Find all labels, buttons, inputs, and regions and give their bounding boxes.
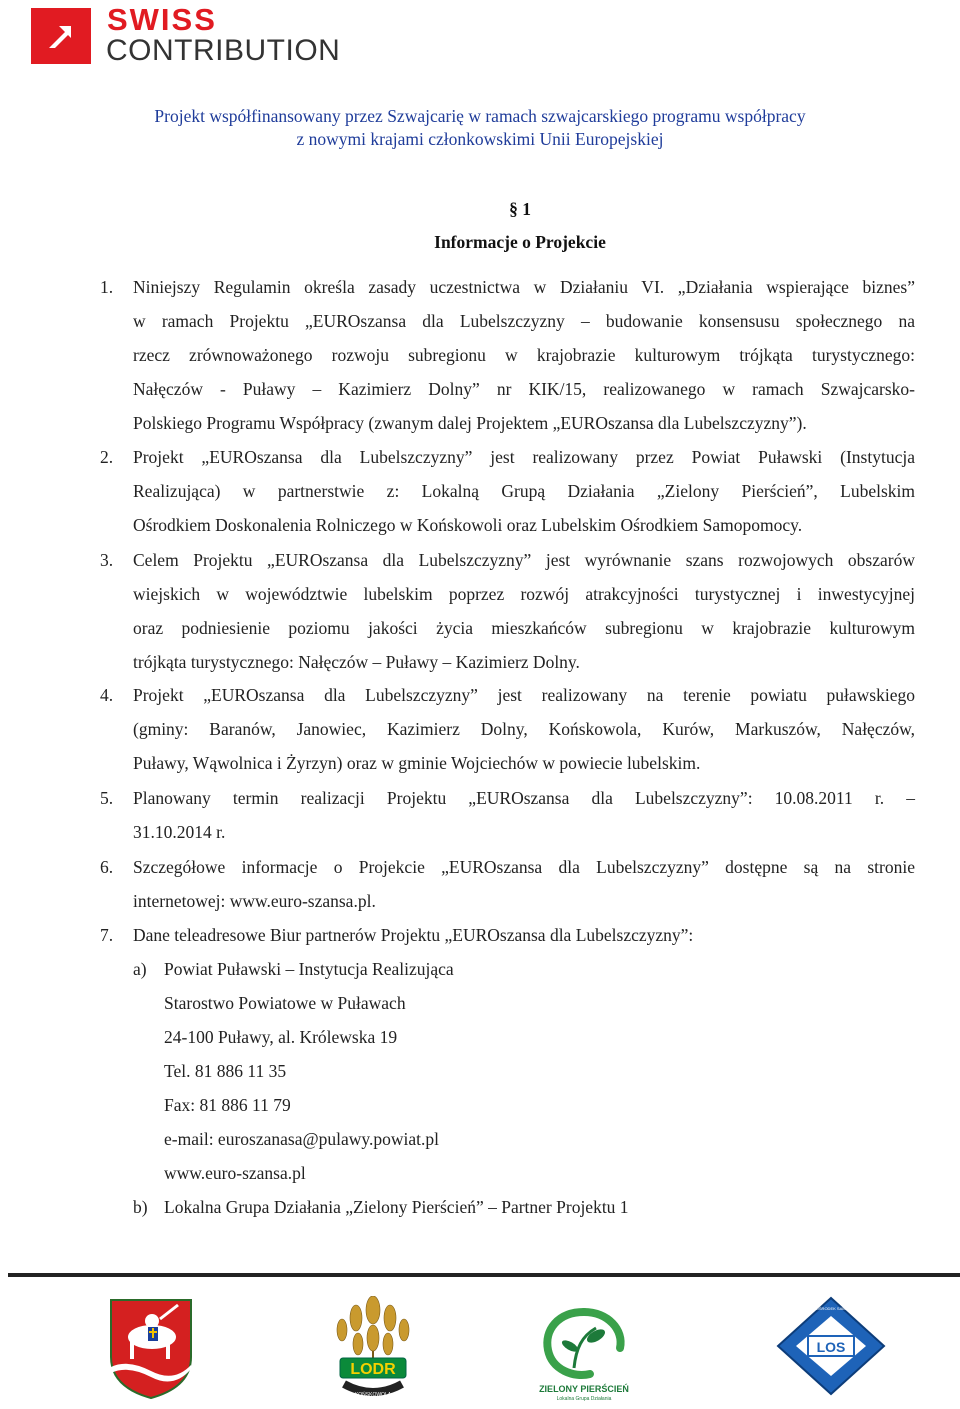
item-number: 3. xyxy=(100,550,114,570)
partner-b-title: Lokalna Grupa Działania „Zielony Pierścień” – Partner Projektu 1 xyxy=(164,1197,629,1217)
pulawy-coat-of-arms-logo xyxy=(108,1297,194,1406)
item-number: 1. xyxy=(100,277,114,297)
item-line: wiejskich w województwie lubelskim poprzez rozwój atrakcyjności turystycznej i inwestycyjnej xyxy=(133,584,915,604)
partner-b xyxy=(133,1190,629,1224)
item-line: w ramach Projektu „EUROszansa dla Lubelszczyzny – budowanie konsensusu społecznego na xyxy=(133,311,915,331)
cofinancing-header-line2: z nowymi krajami członkowskimi Unii Europejskiej xyxy=(296,129,664,149)
item-line: Nałęczów - Puławy – Kazimierz Dolny” nr KIK/15, realizowanego w ramach Szwajcarsko- xyxy=(133,379,915,399)
partner-a-title: Powiat Puławski – Instytucja Realizująca xyxy=(164,959,454,979)
item-line: Niniejszy Regulamin określa zasady uczestnictwa w Działaniu VI. „Działania wspierające biznes” xyxy=(133,277,915,297)
los-logo xyxy=(772,1294,890,1403)
item-number: 6. xyxy=(100,857,114,877)
item-number: 4. xyxy=(100,685,114,705)
lodr-logo xyxy=(328,1296,418,1409)
item-line: rzecz zrównoważonego rozwoju subregionu w krajobrazie kulturowym trójkąta turystycznego: xyxy=(133,345,915,365)
swiss-cross-icon xyxy=(31,8,91,64)
address-line: 24-100 Puławy, al. Królewska 19 xyxy=(164,1027,398,1047)
address-line: Starostwo Powiatowe w Puławach xyxy=(164,993,406,1013)
fax-line: Fax: 81 886 11 79 xyxy=(164,1095,291,1115)
item-number: 5. xyxy=(100,788,114,808)
footer-divider xyxy=(8,1273,960,1277)
lodr-text: LODR xyxy=(350,1361,396,1378)
item-number: 7. xyxy=(100,925,114,945)
logo-word-swiss: SWISS xyxy=(107,2,217,37)
item-line: oraz podniesienie poziomu jakości życia mieszkańców subregionu w krajobrazie kulturowym xyxy=(133,618,915,638)
item-line: Celem Projektu „EUROszansa dla Lubelszczyzny” jest wyrównanie szans rozwojowych obszarów xyxy=(133,550,915,570)
zp-subcaption: Lokalna Grupa Działania xyxy=(556,1396,612,1402)
cofinancing-header-line1: Projekt współfinansowany przez Szwajcarię w ramach szwajcarskiego programu współpracy xyxy=(154,106,806,126)
phone-line: Tel. 81 886 11 35 xyxy=(164,1061,287,1081)
los-text: LOS xyxy=(816,1339,846,1355)
email-line: e-mail: euroszanasa@pulawy.powiat.pl xyxy=(164,1129,439,1149)
item-line: Projekt „EUROszansa dla Lubelszczyzny” jest realizowany przez Powiat Puławski (Instytucja xyxy=(133,447,915,467)
item-line: trójkąta turystycznego: Nałęczów – Puławy – Kazimierz Dolny. xyxy=(133,652,580,672)
item-number: 2. xyxy=(100,447,114,467)
item-line: (gminy: Baranów, Janowiec, Kazimierz Dolny, Końskowola, Kurów, Markuszów, Nałęczów, xyxy=(133,719,915,739)
item-line: Szczegółowe informacje o Projekcie „EUROszansa dla Lubelszczyzny” dostępne są na stronie xyxy=(133,857,915,877)
logo-word-contribution: CONTRIBUTION xyxy=(106,34,341,67)
item-line: Planowany termin realizacji Projektu „EUROszansa dla Lubelszczyzny”: 10.08.2011 r. – xyxy=(133,788,915,808)
partner-a-label: a) xyxy=(133,959,147,979)
partner-b-label: b) xyxy=(133,1197,148,1217)
item-line: Projekt „EUROszansa dla Lubelszczyzny” jest realizowany na terenie powiatu puławskiego xyxy=(133,685,915,705)
item-line: Realizująca) w partnerstwie z: Lokalną Grupą Działania „Zielony Pierścień”, Lubelskim xyxy=(133,481,915,501)
lodr-subtext: KOŃSKOWOLA xyxy=(354,1392,392,1398)
item-line: internetowej: www.euro-szansa.pl. xyxy=(133,891,376,911)
item-line: 31.10.2014 r. xyxy=(133,822,226,842)
partner-a xyxy=(133,952,454,986)
los-ring-text: LUBELSKI OŚRODEK SAMOPOMOCY xyxy=(795,1306,867,1311)
zp-caption: ZIELONY PIERŚCIEŃ xyxy=(539,1384,629,1394)
zielony-pierscien-logo xyxy=(534,1306,634,1402)
section-title: Informacje o Projekcie xyxy=(434,232,606,252)
website-line: www.euro-szansa.pl xyxy=(164,1163,306,1183)
item-line: Puławy, Wąwolnica i Żyrzyn) oraz w gminie Wojciechów w powiecie lubelskim. xyxy=(133,753,701,773)
section-number: § 1 xyxy=(509,199,531,219)
item-line: Dane teleadresowe Biur partnerów Projektu „EUROszansa dla Lubelszczyzny”: xyxy=(133,925,694,945)
swiss-contribution-logo xyxy=(31,2,351,70)
item-line: Ośrodkiem Doskonalenia Rolniczego w Końskowoli oraz Lubelskim Ośrodkiem Samopomocy. xyxy=(133,515,803,535)
item-line: Polskiego Programu Współpracy (zwanym dalej Projektem „EUROszansa dla Lubelszczyzny”). xyxy=(133,413,807,433)
